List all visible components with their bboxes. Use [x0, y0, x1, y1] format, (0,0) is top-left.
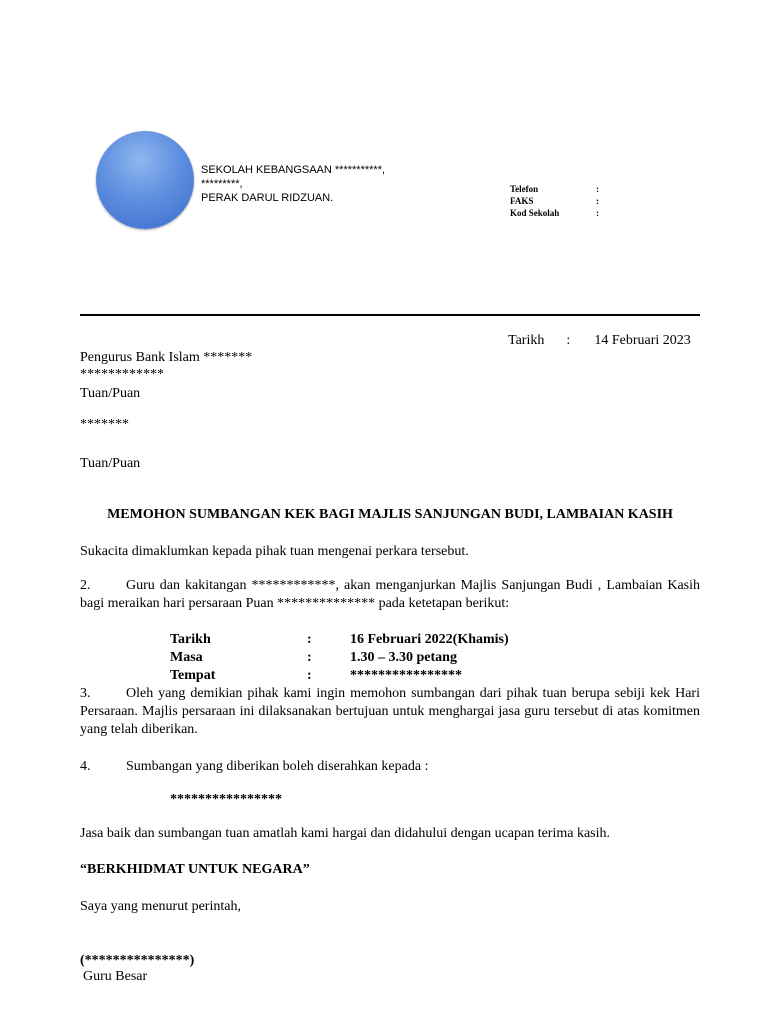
date-colon: :	[566, 333, 571, 348]
paragraph-2-number: 2.	[80, 578, 91, 593]
paragraph-4-text: Sumbangan yang diberikan boleh diserahkan kepada :	[126, 759, 429, 774]
detail-time-colon: :	[307, 650, 312, 665]
detail-row-time	[170, 649, 509, 667]
detail-place-colon: :	[307, 668, 312, 683]
salutation: Tuan/Puan	[80, 456, 141, 471]
sign-off: Saya yang menurut perintah,	[80, 899, 241, 914]
contact-fax	[510, 195, 599, 207]
recipient-line-3: Tuan/Puan	[80, 386, 141, 401]
event-details	[170, 631, 509, 685]
contact-school-code-value: :	[596, 208, 599, 218]
motto: “BERKHIDMAT UNTUK NEGARA”	[80, 862, 310, 877]
detail-date-value: 16 Februari 2022(Khamis)	[350, 632, 509, 647]
date-label: Tarikh	[508, 333, 545, 348]
recipient-line-4: *******	[80, 417, 129, 432]
detail-date-key: Tarikh	[170, 632, 211, 647]
detail-date-colon: :	[307, 632, 312, 647]
paragraph-3-number: 3.	[80, 686, 91, 701]
letter-date	[508, 332, 691, 349]
detail-place-key: Tempat	[170, 668, 216, 683]
signatory-name: (***************)	[80, 953, 195, 968]
detail-place-value: ****************	[350, 668, 462, 683]
signatory-title: Guru Besar	[83, 969, 148, 984]
contribution-recipient: ****************	[170, 792, 282, 807]
contact-fax-label: FAKS	[510, 196, 534, 206]
contact-phone	[510, 183, 599, 195]
contact-phone-label: Telefon	[510, 184, 539, 194]
recipient-line-2: ************	[80, 367, 164, 382]
detail-row-place	[170, 667, 509, 685]
detail-row-date	[170, 631, 509, 649]
school-name: SEKOLAH KEBANGSAAN ***********,	[201, 164, 386, 176]
school-address	[201, 163, 385, 205]
contact-phone-value: :	[596, 184, 599, 194]
paragraph-2-text: Guru dan kakitangan ************, akan menganjurkan Majlis Sanjungan Budi , Lambaian Kasih bagi meraikan hari persaraan Puan ************** pada ketetapan berikut:	[80, 578, 700, 611]
school-contact	[510, 183, 599, 219]
date-value: 14 Februari 2023	[594, 333, 691, 348]
closing-paragraph: Jasa baik dan sumbangan tuan amatlah kami hargai dan didahului dengan ucapan terima kasih.	[80, 826, 611, 841]
school-logo	[96, 131, 194, 229]
recipient-line-1: Pengurus Bank Islam *******	[80, 350, 253, 365]
paragraph-3-text: Oleh yang demikian pihak kami ingin memohon sumbangan dari pihak tuan berupa sebiji kek Hari Persaraan. Majlis persaraan ini dilaksanakan bertujuan untuk menghargai jasa guru tersebut di atas komitmen yang telah diberikan.	[80, 686, 700, 737]
contact-school-code-label: Kod Sekolah	[510, 208, 560, 218]
school-town: *********,	[201, 178, 243, 190]
paragraph-4	[80, 758, 428, 775]
contact-school-code	[510, 207, 599, 219]
paragraph-4-number: 4.	[80, 759, 91, 774]
intro-paragraph: Sukacita dimaklumkan kepada pihak tuan mengenai perkara tersebut.	[80, 544, 469, 559]
detail-time-value: 1.30 – 3.30 petang	[350, 650, 457, 665]
letter-title: MEMOHON SUMBANGAN KEK BAGI MAJLIS SANJUNGAN BUDI, LAMBAIAN KASIH	[107, 507, 673, 522]
detail-time-key: Masa	[170, 650, 203, 665]
paragraph-3	[80, 685, 700, 739]
header-divider	[80, 314, 700, 316]
school-state: PERAK DARUL RIDZUAN.	[201, 192, 334, 204]
contact-fax-value: :	[596, 196, 599, 206]
paragraph-2	[80, 577, 700, 613]
